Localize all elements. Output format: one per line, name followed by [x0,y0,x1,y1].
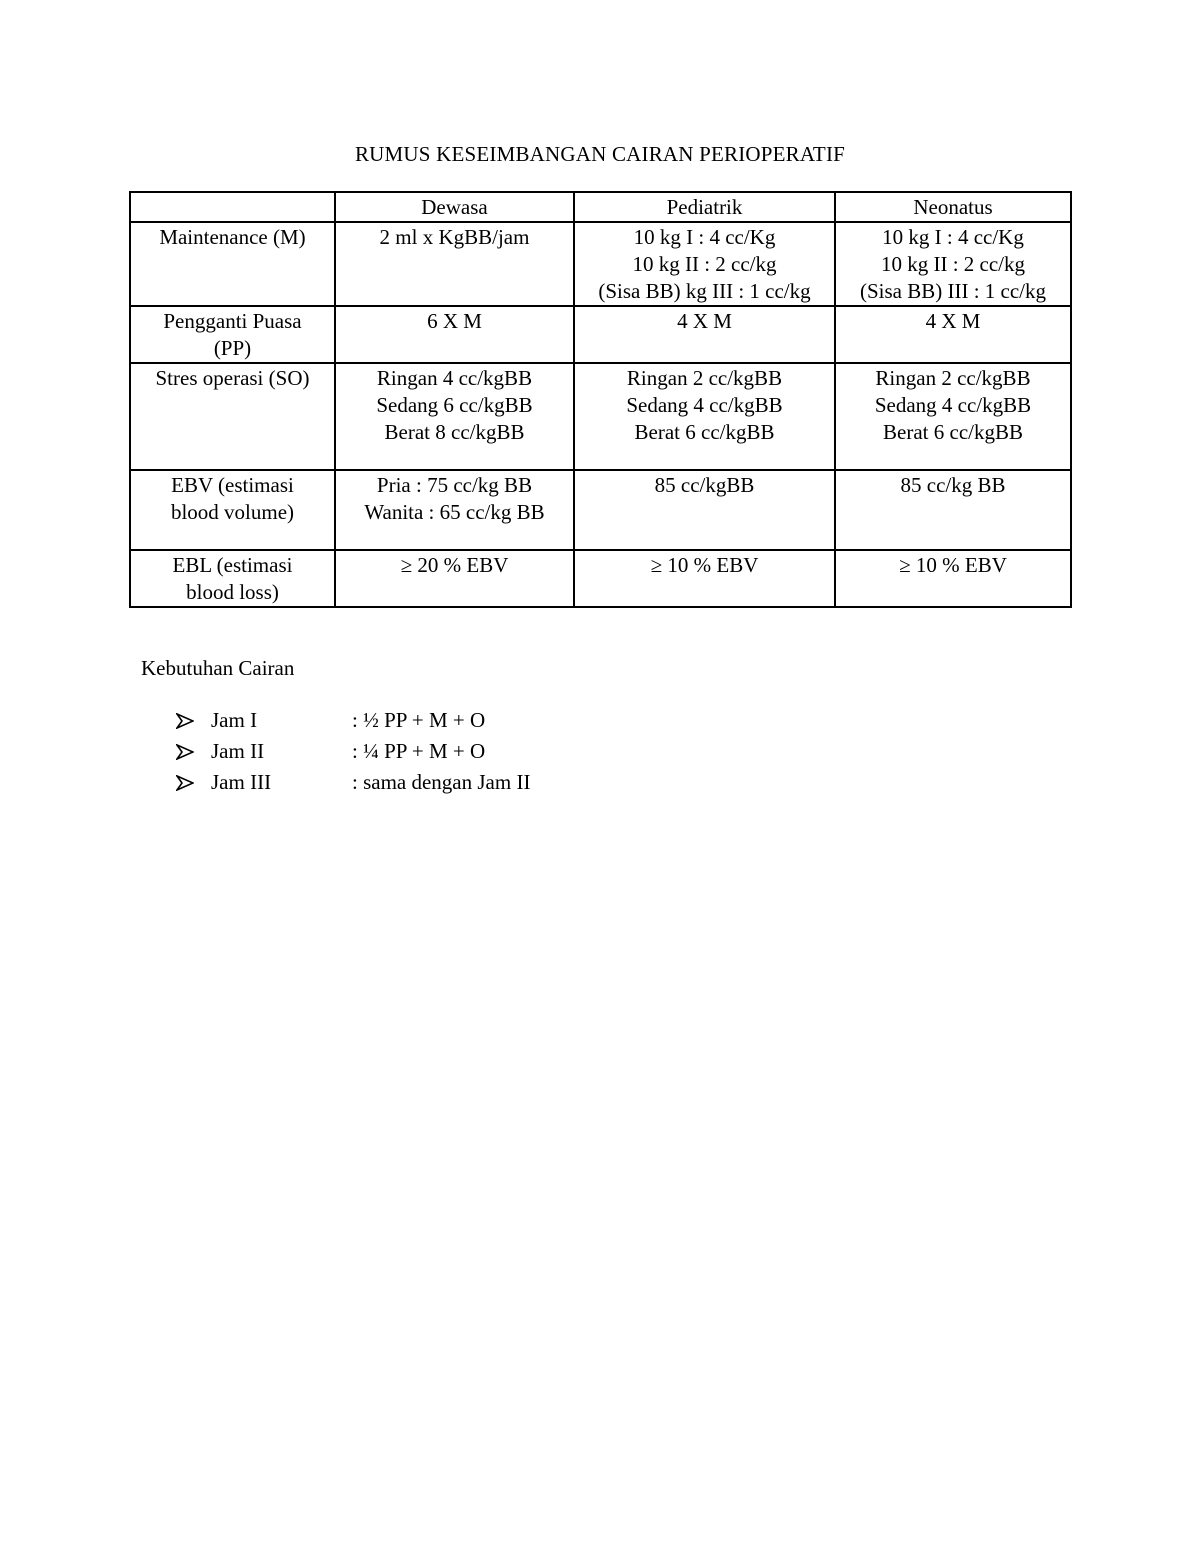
cell-text: blood volume) [170,500,295,524]
list-item-value: : ½ PP + M + O [352,708,486,732]
cell-text: Berat 6 cc/kgBB [883,420,1023,444]
cell-text: Pengganti Puasa [163,309,302,333]
cell-text: Sedang 4 cc/kgBB [874,393,1032,417]
pediatrik-cell [574,470,835,550]
dewasa-cell [335,470,574,550]
cell-text: EBV (estimasi [171,473,294,497]
neonatus-cell [835,306,1071,363]
header-cell-neonatus: Neonatus [835,192,1071,222]
cell-text: Ringan 2 cc/kgBB [875,366,1031,390]
arrowhead-bullet-icon [176,713,194,729]
cell-text: Berat 8 cc/kgBB [384,420,525,444]
cell-text: ≥ 20 % EBV [400,553,509,577]
cell-text: 85 cc/kg BB [900,473,1006,497]
cell-text: 10 kg II : 2 cc/kg [880,252,1026,276]
cell-text: Wanita : 65 cc/kg BB [364,500,545,524]
header-cell-empty [130,192,335,222]
dewasa-cell [335,550,574,607]
cell-text: 85 cc/kgBB [654,473,755,497]
row-label-cell [130,470,335,550]
cell-text: 4 X M [677,309,732,333]
neonatus-cell [835,550,1071,607]
table-row-ebl [130,550,1071,607]
cell-text: 2 ml x KgBB/jam [379,225,530,249]
page-title: RUMUS KESEIMBANGAN CAIRAN PERIOPERATIF [354,142,846,166]
cell-text: 10 kg II : 2 cc/kg [632,252,777,276]
neonatus-cell [835,363,1071,470]
cell-text: Ringan 4 cc/kgBB [376,366,533,390]
section-heading-kebutuhan-cairan: Kebutuhan Cairan [141,656,295,680]
pediatrik-cell [574,306,835,363]
dewasa-cell [335,363,574,470]
cell-text: Ringan 2 cc/kgBB [626,366,783,390]
list-item-value: : sama dengan Jam II [352,770,531,794]
list-item-label: Jam III [211,770,272,794]
header-cell-dewasa: Dewasa [335,192,574,222]
pediatrik-cell [574,550,835,607]
row-label-cell [130,550,335,607]
cell-text: Sedang 6 cc/kgBB [376,393,533,417]
neonatus-cell [835,470,1071,550]
table-row-ebv [130,470,1071,550]
table-header-row [130,192,1071,222]
table-row-maintenance [130,222,1071,306]
cell-text: Maintenance (M) [159,225,306,249]
cell-text: EBL (estimasi [172,553,293,577]
cell-text: 10 kg I : 4 cc/Kg [633,225,776,249]
pediatrik-cell [574,363,835,470]
arrowhead-bullet-icon [176,744,194,760]
cell-text: (PP) [213,336,252,360]
fluid-balance-table [129,191,1072,608]
cell-text: Stres operasi (SO) [155,366,310,390]
cell-text: Berat 6 cc/kgBB [634,420,775,444]
row-label-cell [130,363,335,470]
table-row-pengganti-puasa [130,306,1071,363]
row-label-cell [130,306,335,363]
header-cell-pediatrik: Pediatrik [574,192,835,222]
cell-text: blood loss) [186,580,279,604]
cell-text: Pria : 75 cc/kg BB [376,473,533,497]
cell-text: ≥ 10 % EBV [899,553,1007,577]
cell-text: ≥ 10 % EBV [650,553,759,577]
pediatrik-cell [574,222,835,306]
dewasa-cell [335,306,574,363]
cell-text: Sedang 4 cc/kgBB [626,393,783,417]
cell-text: (Sisa BB) III : 1 cc/kg [859,279,1047,303]
dewasa-cell [335,222,574,306]
list-item-label: Jam I [211,708,258,732]
list-item-value: : ¼ PP + M + O [352,739,486,763]
cell-text: 10 kg I : 4 cc/Kg [882,225,1024,249]
table-row-stres-operasi [130,363,1071,470]
cell-text: 6 X M [427,309,482,333]
cell-text: 4 X M [925,309,981,333]
row-label-cell [130,222,335,306]
list-item-label: Jam II [211,739,265,763]
neonatus-cell [835,222,1071,306]
cell-text: (Sisa BB) kg III : 1 cc/kg [598,279,811,303]
arrowhead-bullet-icon [176,775,194,791]
